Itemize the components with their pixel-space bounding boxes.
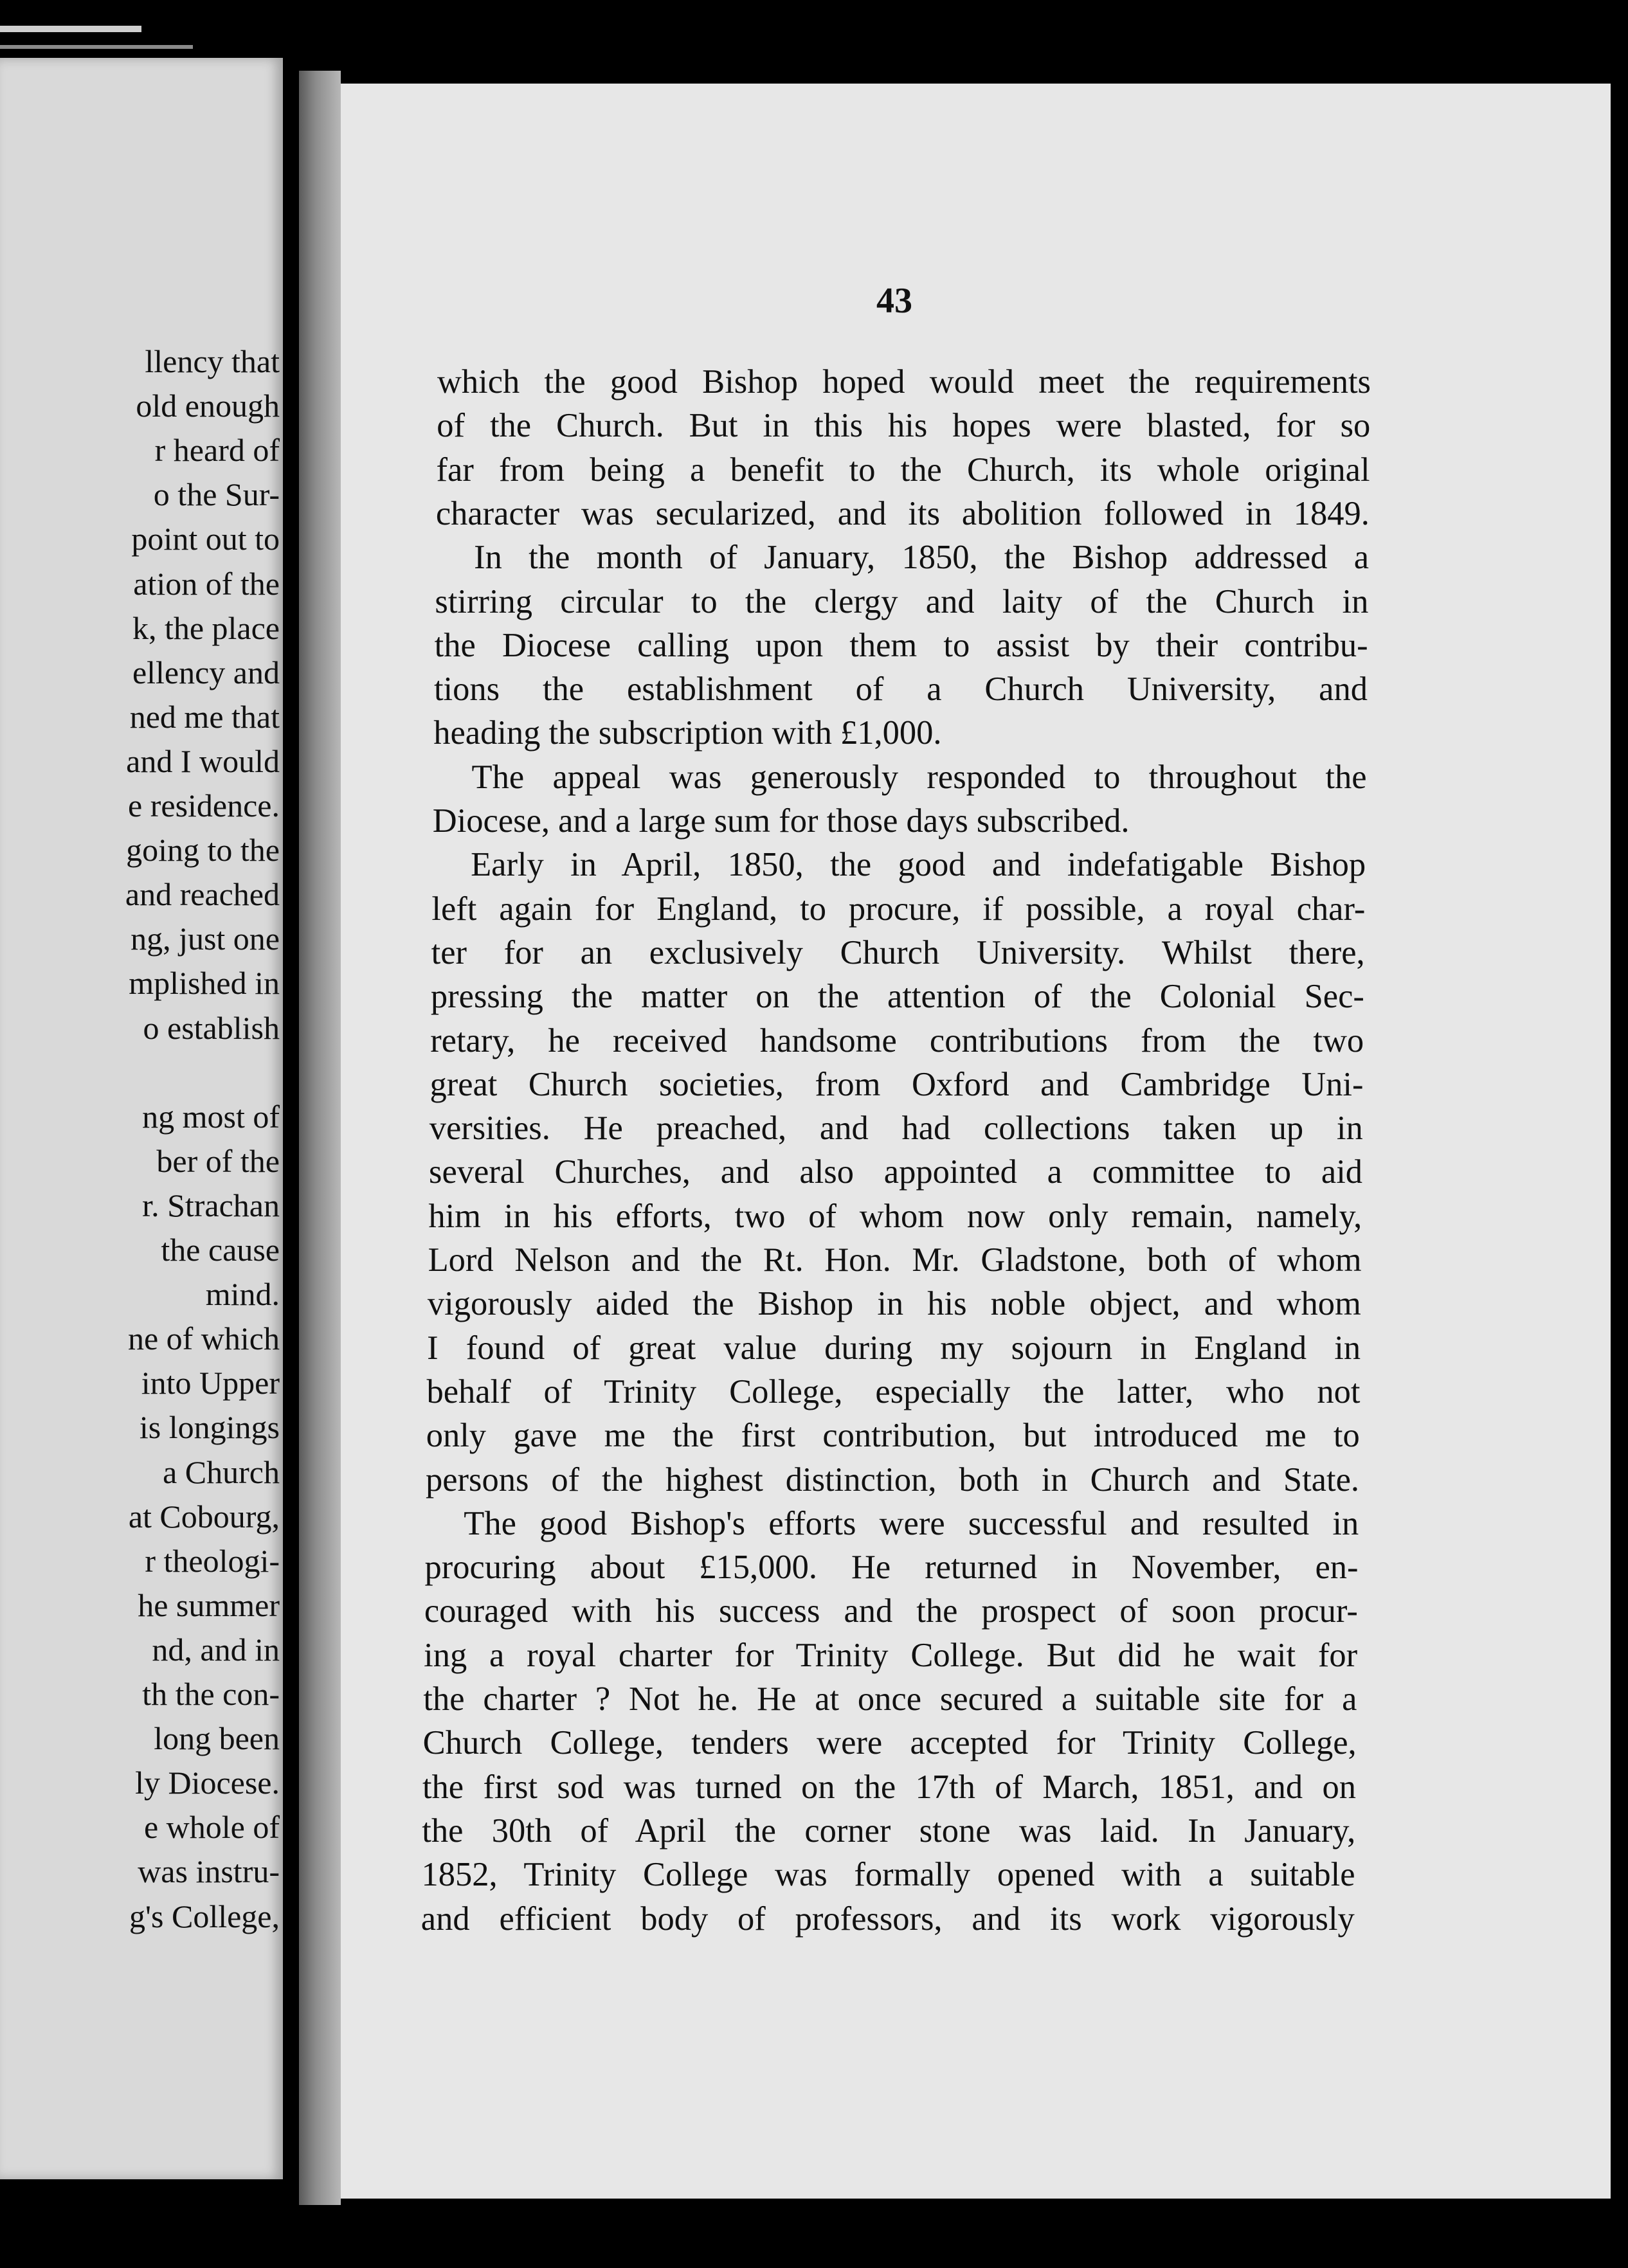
body-line: versities. He preached, and had collections taken up in: [429, 1110, 1363, 1148]
left-page-line: into Upper: [141, 1365, 280, 1401]
page-number: 43: [876, 281, 912, 321]
body-line: the 30th of April the corner stone was laid. In January,: [422, 1812, 1356, 1850]
left-page-line: ly Diocese.: [135, 1765, 280, 1801]
left-page-line: old enough: [136, 388, 280, 424]
left-page-line: the cause: [161, 1232, 280, 1268]
body-line: persons of the highest distinction, both in Church and State.: [426, 1461, 1359, 1498]
left-page-line: was instru-: [138, 1853, 280, 1890]
body-line: which the good Bishop hoped would meet the requirements: [437, 363, 1371, 401]
body-line: couraged with his success and the prospect of soon procur-: [424, 1592, 1358, 1630]
body-line: and efficient body of professors, and its work vigorously: [421, 1900, 1355, 1938]
left-page-line: ned me that: [129, 698, 280, 735]
left-page-line: e whole of: [143, 1809, 280, 1846]
body-line: the first sod was turned on the 17th of March, 1851, and on: [422, 1768, 1356, 1806]
body-line: left again for England, to procure, if possible, a royal char-: [431, 890, 1366, 928]
scan-edge: [0, 26, 141, 32]
left-page-line: ellency and: [132, 654, 280, 690]
body-line: behalf of Trinity College, especially the latter, who not: [426, 1372, 1361, 1410]
body-line: Church College, tenders were accepted for Trinity College,: [422, 1724, 1357, 1762]
body-line: far from being a benefit to the Church, its whole original: [436, 451, 1370, 489]
body-line: character was secularized, and its abolition followed in 1849.: [435, 494, 1370, 532]
left-page-line: he summer: [138, 1587, 280, 1623]
body-line: I found of great value during my sojourn in England in: [427, 1329, 1361, 1367]
body-line: tions the establishment of a Church University, and: [433, 670, 1368, 708]
body-line: procuring about £15,000. He returned in November, en-: [424, 1549, 1359, 1587]
body-line: him in his efforts, two of whom now only remain, namely,: [428, 1197, 1362, 1235]
left-page-line: th the con-: [142, 1676, 280, 1712]
left-page-line: and reached: [125, 876, 280, 913]
body-line: only gave me the first contribution, but introduced me to: [426, 1417, 1360, 1455]
left-page-line: e residence.: [128, 788, 280, 824]
left-page-line: r. Strachan: [142, 1187, 280, 1223]
body-line: the charter ? Not he. He at once secured a suitable site for a: [423, 1680, 1357, 1718]
scan-edge: [0, 45, 193, 49]
body-line: stirring circular to the clergy and laity of the Church in: [435, 582, 1369, 620]
left-page-line: k, the place: [132, 609, 280, 646]
left-page-line: point out to: [131, 521, 280, 557]
left-page-line: llency that: [145, 343, 280, 379]
left-page-line: ng, just one: [131, 921, 280, 957]
paragraph-first-line: In the month of January, 1850, the Bishop addressed a: [474, 539, 1370, 577]
left-page-line: nd, and in: [152, 1631, 280, 1668]
body-line: Diocese, and a large sum for those days subscribed.: [432, 802, 1130, 840]
body-line: pressing the matter on the attention of the Colonial Sec-: [430, 978, 1364, 1016]
paragraph-first-line: The good Bishop's efforts were successful and resulted in: [464, 1504, 1359, 1542]
paragraph-first-line: Early in April, 1850, the good and indefatigable Bishop: [471, 846, 1366, 884]
left-page-line: and I would: [126, 742, 280, 779]
left-page-line: o the Sur-: [153, 476, 280, 513]
body-line: several Churches, and also appointed a committee to aid: [429, 1153, 1363, 1191]
body-line: retary, he received handsome contributions from the two: [430, 1022, 1364, 1059]
left-page-line: ber of the: [156, 1142, 280, 1179]
left-page-line: is longings: [139, 1409, 280, 1446]
left-page-line: r heard of: [154, 432, 280, 469]
left-page-line: a Church: [163, 1454, 280, 1490]
body-line: great Church societies, from Oxford and Cambridge Uni-: [430, 1065, 1364, 1103]
left-page-line: g's College,: [129, 1898, 280, 1934]
book-gutter: [299, 71, 341, 2205]
body-line: 1852, Trinity College was formally opened with a suitable: [421, 1856, 1355, 1894]
body-line: of the Church. But in this his hopes were blasted, for so: [437, 407, 1371, 445]
left-page-line: r theologi-: [145, 1542, 280, 1579]
left-page-line: mind.: [205, 1276, 280, 1313]
body-line: Lord Nelson and the Rt. Hon. Mr. Gladstone, both of whom: [428, 1241, 1362, 1279]
left-page-line: ation of the: [133, 565, 280, 602]
body-line: ing a royal charter for Trinity College. But did he wait for: [424, 1636, 1358, 1674]
body-line: heading the subscription with £1,000.: [433, 714, 942, 752]
left-page-line: ng most of: [142, 1098, 280, 1135]
paragraph-first-line: The appeal was generously responded to throughout the: [471, 758, 1367, 796]
left-page-line: going to the: [126, 832, 280, 869]
body-line: the Diocese calling upon them to assist by their contribu-: [434, 626, 1368, 664]
body-line: vigorously aided the Bishop in his noble object, and whom: [427, 1285, 1361, 1323]
left-page-line: at Cobourg,: [128, 1498, 280, 1534]
left-page-line: long been: [154, 1720, 280, 1757]
left-page-line: o establish: [143, 1009, 280, 1046]
body-line: ter for an exclusively Church University. Whilst there,: [431, 933, 1365, 971]
left-page-line: ne of which: [127, 1320, 280, 1357]
left-page-line: mplished in: [129, 965, 280, 1002]
